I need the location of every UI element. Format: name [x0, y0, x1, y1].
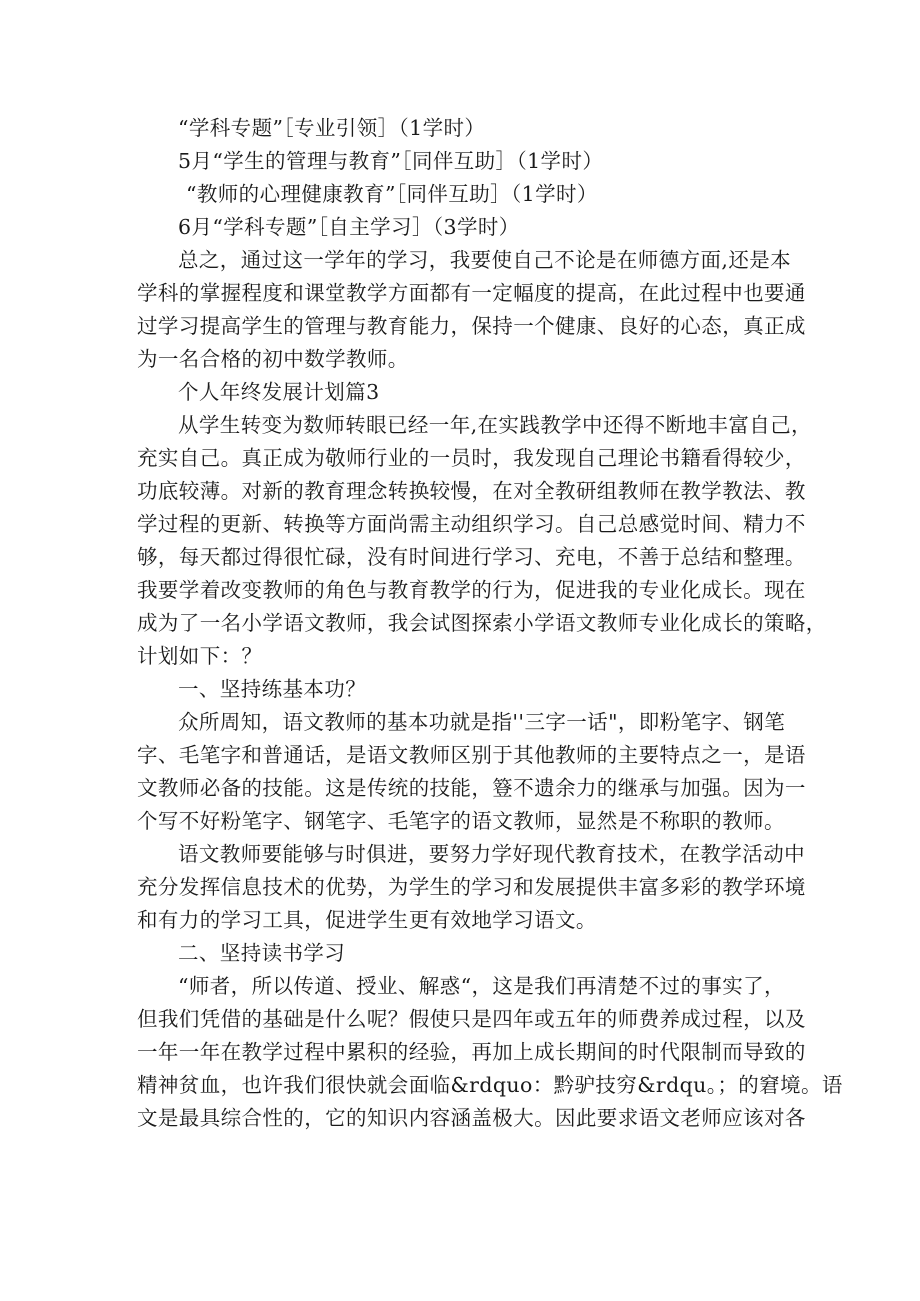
heading-line: 一、坚持练基本功？ — [178, 677, 367, 701]
section-heading-plan-3 — [137, 376, 792, 409]
text-line: 从学生转变为数师转眼已经一年,在实践教学中还得不断地丰富自己， — [178, 413, 812, 437]
schedule-line: 5月“学生的管理与教育”［同伴互助］（1学时） — [178, 149, 604, 173]
text-line: 精神贫血，也许我们很快就会面临&rdquo：黔驴技穷&rdqu。；的窘境。语 — [137, 1073, 843, 1097]
text-line: 充分发挥信息技术的优势，为学生的学习和发展提供丰富多彩的教学环境 — [137, 875, 806, 899]
text-line: 文教师必备的技能。这是传统的技能，簦不遗余力的继承与加强。因为一 — [137, 776, 806, 800]
text-line: 学过程的更新、转换等方面尚需主动组织学习。自己总感觉时间、精力不 — [137, 512, 806, 536]
text-line: 过学习提高学生的管理与教育能力，保持一个健康、良好的心态，真正成 — [137, 314, 806, 338]
text-line: 个写不好粉笔字、钢笔字、毛笔字的语文教师，显然是不称职的教师。 — [137, 809, 785, 833]
paragraph-basic-skills — [137, 706, 806, 838]
schedule-line: 6月“学科专题”［自主学习］（3学时） — [178, 215, 520, 239]
paragraph-reading — [137, 970, 843, 1135]
text-line: 够，每天都过得很忙碌，没有时间进行学习、充电，不善于总结和整理。 — [137, 545, 806, 569]
section-heading-2 — [137, 937, 792, 970]
heading-line: 二、坚持读书学习 — [178, 941, 346, 965]
paragraph-intro — [137, 409, 827, 673]
text-line: “师者，所以传道、授业、解惑“，这是我们再清楚不过的事实了， — [178, 974, 785, 998]
text-line: 一年一年在教学过程中累积的经验，再加上成长期间的时代限制而导致的 — [137, 1040, 806, 1064]
document-body — [137, 112, 843, 1135]
text-line: 计划如下：？ — [137, 644, 263, 668]
text-line: 字、毛笔字和普通话，是语文教师区别于其他教师的主要特点之一，是语 — [137, 743, 806, 767]
text-line: 总之，通过这一学年的学习，我要使自己不论是在师德方面,还是本 — [178, 248, 792, 272]
paragraph-summary — [137, 244, 806, 376]
schedule-line: “学科专题”［专业引领］（1学时） — [178, 116, 486, 140]
heading-line: 个人年终发展计划篇3 — [178, 380, 380, 404]
section-heading-1 — [137, 673, 792, 706]
text-line: 学科的掌握程度和课堂教学方面都有一定幅度的提高，在此过程中也要通 — [137, 281, 806, 305]
text-line: 功底较薄。对新的教育理念转换较慢，在对全教研组教师在教学教法、教 — [137, 479, 806, 503]
text-line: 我要学着改变教师的角色与教育教学的行为，促进我的专业化成长。现在 — [137, 578, 806, 602]
text-line: 但我们凭借的基础是什么呢？假使只是四年或五年的师费养成过程，以及 — [137, 1007, 806, 1031]
text-line: 文是最具综合性的，它的知识内容涵盖极大。因此要求语文老师应该对各 — [137, 1106, 806, 1130]
text-line: 和有力的学习工具，促进学生更有效地学习语文。 — [137, 908, 597, 932]
schedule-line: “教师的心理健康教育”［同伴互助］（1学时） — [186, 182, 598, 206]
text-line: 为一名合格的初中数学教师。 — [137, 347, 409, 371]
text-line: 充实自己。真正成为敬师行业的一员时，我发现自己理论书籍看得较少， — [137, 446, 806, 470]
text-line: 众所周知，语文教师的基本功就是指''三字一话"，即粉笔字、钢笔 — [178, 710, 786, 734]
text-line: 成为了一名小学语文教师，我会试图探索小学语文教师专业化成长的策略， — [137, 611, 827, 635]
paragraph-technology — [137, 838, 806, 937]
text-line: 语文教师要能够与时俱进，要努力学好现代教育技术，在教学活动中 — [178, 842, 805, 866]
